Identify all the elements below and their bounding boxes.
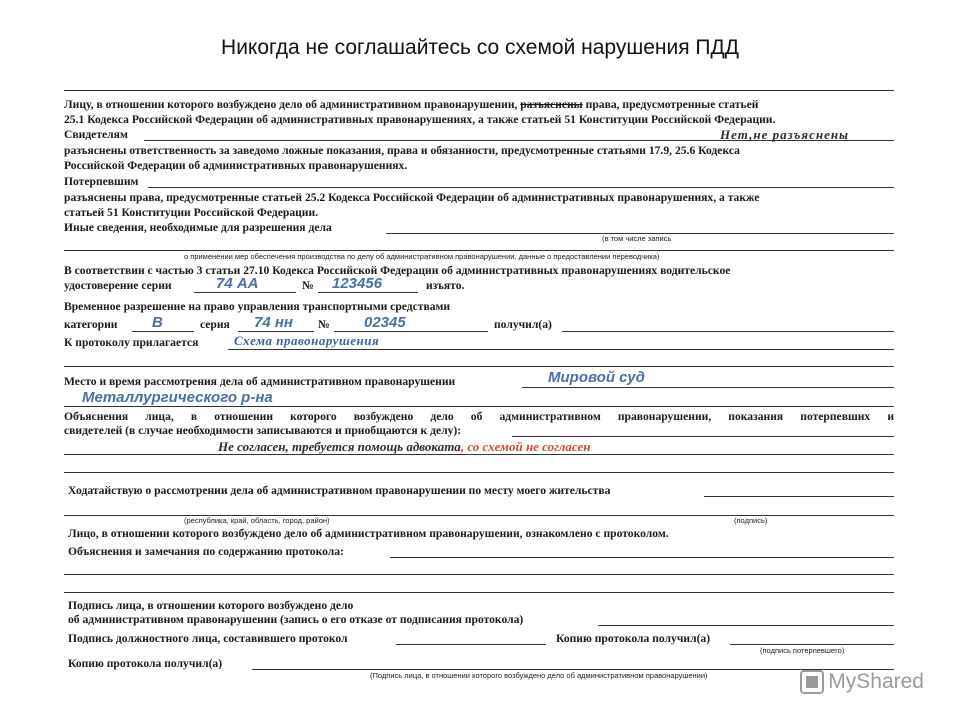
other-info-label: Иные сведения, необходимые для разрешения дела [64,221,332,234]
sign-officer-line [396,644,546,645]
petition-line [704,496,894,497]
victim-label: Потерпевшим [64,175,139,188]
district-handwritten: Металлургического р-на [82,389,273,406]
permit-number-handwritten: 02345 [364,314,406,331]
cert-series-label: удостоверение серии [64,279,172,292]
region-note: (республика, край, область, город, район) [184,516,330,525]
permit-number-line [334,331,488,332]
signature-note: (подпись) [734,516,768,525]
explanation-line-2-blank [512,436,894,437]
blank-line-2 [64,472,894,473]
familiarized-label: Лицо, в отношении которого возбуждено дело об административном правонарушении, ознакомлено с протоколом. [68,527,669,540]
cert-number-sign: № [302,279,314,292]
cert-series-line [194,292,296,293]
copy-received-line-1 [730,644,894,645]
page-title: Никогда не соглашайтесь со схемой нарушения ПДД [221,36,739,59]
permit-received-line [562,331,894,332]
cert-number-handwritten: 123456 [332,275,383,292]
disagree-line [64,454,894,455]
temp-permit-label: Временное разрешение на право управления транспортными средствами [64,300,451,313]
cert-series-handwritten: 74 АА [216,275,259,292]
disagree-handwritten: Не согласен, требуется помощь адвоката, со схемой не согласен [218,439,591,454]
attached-line [228,349,894,350]
attachment-handwritten: Схема правонарушения [234,333,380,348]
victim-line [148,187,894,188]
place-time-label: Место и время рассмотрения дела об административном правонарушении [64,375,456,388]
form-top-line [64,90,894,91]
place-time-line [522,387,894,388]
rights-line-2: 25.1 Кодекса Российской Федерации об административных правонарушениях, а также статьей 51 Конституции Российской Федерации. [64,113,776,126]
sign-person-label-1: Подпись лица, в отношении которого возбуждено дело [68,599,354,612]
rights-line-1: Лицу, в отношении которого возбуждено дело об административном правонарушении, разъяснены права, предусмотренные статьей [64,98,759,111]
measures-note: о применении мер обеспечения производства по делу об административном правонарушении, данные о предоставлении переводчика) [184,252,660,261]
permit-series-line [238,331,314,332]
record-note: (в том числе запись [602,234,672,243]
remarks-line-2 [64,574,894,575]
license-seizure-line-1: В соответствии с частью 3 статьи 27.10 Кодекса Российской Федерации об административных правонарушениях водительское [64,264,731,277]
court-handwritten: Мировой суд [548,369,645,386]
copy-received-label-1: Копию протокола получил(а) [556,632,711,645]
cert-number-line [318,292,418,293]
watermark-text: MyShared [828,670,924,693]
measures-line [64,250,894,251]
not-explained-handwritten: Нет,не разъяснены [720,127,850,142]
explanation-line-2: свидетелей (в случае необходимости записываются и приобщаются к делу): [64,424,462,437]
permit-series-handwritten: 74 нн [254,314,293,331]
remarks-label: Объяснения и замечания по содержанию протокола: [68,545,344,558]
petition-label: Ходатайствую о рассмотрении дела об административном правонарушении по месту моего жительства [68,484,611,497]
copy-received-label-2: Копию протокола получил(а) [68,657,223,670]
remarks-line-3 [64,592,894,593]
permit-received-label: получил(а) [494,318,552,331]
protocol-form [64,90,896,690]
victim-rights-line-2: статьей 51 Конституции Российской Федерации. [64,206,319,219]
category-line [132,331,194,332]
seized-label: изъято. [426,279,465,292]
remarks-line [390,557,894,558]
responsibility-line-1: разъяснены ответственность за заведомо ложные показания, права и обязанности, предусмотренные статьями 17.9, 25.6 Кодекса [64,144,740,157]
watermark [800,670,924,694]
category-label: категории [64,318,118,331]
permit-number-sign: № [318,318,330,331]
attached-label: К протоколу прилагается [64,336,199,349]
explanation-line-1: Объяснения лица, в отношении которого возбуждено дело об административном правонарушении, показания потерпевших и [64,410,894,423]
watermark-icon [800,670,824,694]
victim-rights-line-1: разъяснены права, предусмотренные статьей 25.2 Кодекса Российской Федерации об административных правонарушениях, а также [64,191,760,204]
sign-person-line [598,625,894,626]
sign-person-label-2: об административном правонарушении (запись о его отказе от подписания протокола) [68,613,524,626]
sign-officer-label: Подпись должностного лица, составившего протокол [68,632,348,645]
copy-received-line-2 [252,669,894,670]
final-signature-note: (Подпись лица, в отношении которого возбуждено дело об административном правонарушении) [370,671,708,680]
victim-signature-note: (подпись потерпевшего) [760,646,845,655]
responsibility-line-2: Российской Федерации об административных правонарушениях. [64,159,408,172]
category-handwritten: В [152,314,163,331]
witnesses-label: Свидетелям [64,128,128,141]
series-label: серия [200,318,230,331]
district-line [64,406,894,407]
blank-line-1 [64,366,894,367]
